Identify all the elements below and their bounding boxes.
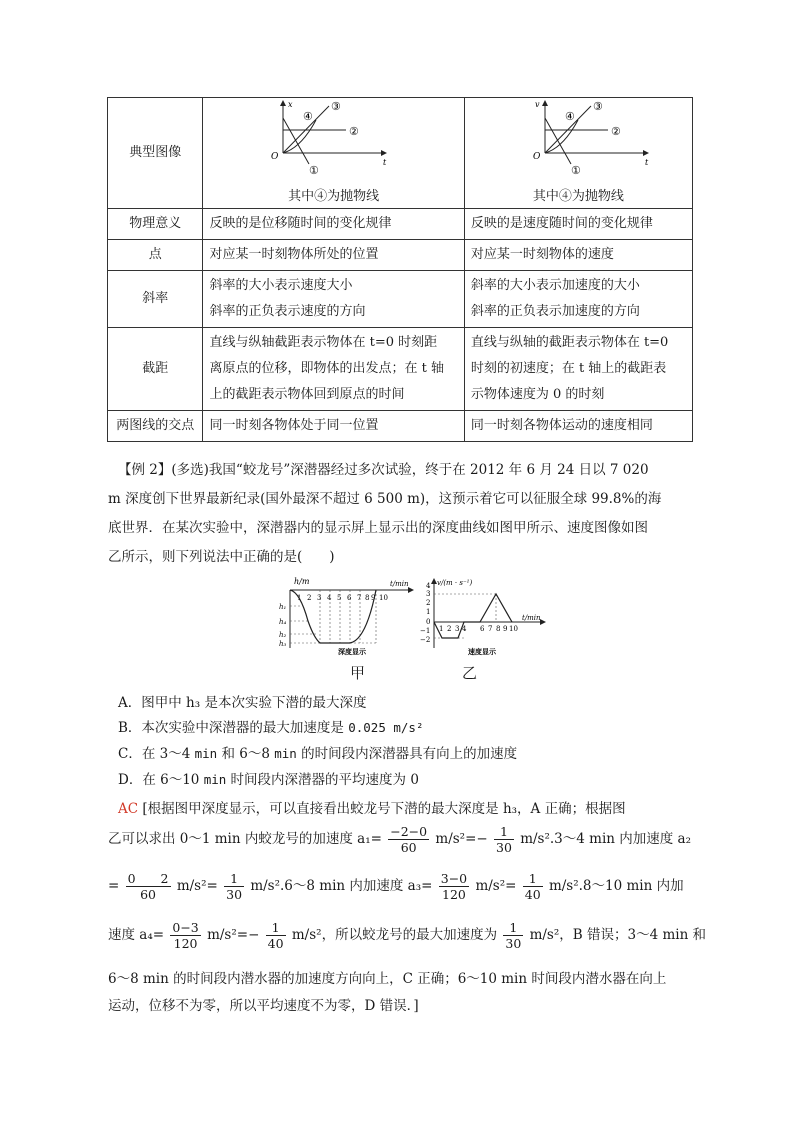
tick-1: 1 (297, 594, 302, 602)
line-1 (283, 118, 309, 164)
depth-ylabel: h/m (294, 577, 310, 586)
option-b: B．本次实验中深潜器的最大加速度是 0.025 m/s² (118, 720, 424, 736)
cell-right: 反映的是速度随时间的变化规律 (464, 209, 692, 240)
table-row (108, 411, 693, 442)
xtick-3: 3 (455, 625, 460, 633)
mark-2: ② (610, 125, 621, 138)
level-h3: h₃ (279, 640, 287, 648)
level-h4: h₄ (279, 618, 287, 626)
cell-left: 直线与纵轴截距表示物体在 t=0 时刻距 离原点的位移，即物体的出发点；在 t 轴 上的截距表示物体回到原点的时间 (203, 328, 464, 411)
tick-8: 8 (365, 594, 370, 602)
row-label: 典型图像 (108, 98, 203, 209)
tick-6: 6 (347, 594, 352, 602)
mark-3: ③ (592, 100, 603, 113)
fraction: $\frac{0-3}{120}$ (172, 920, 199, 951)
depth-xlabel: t/min (390, 580, 409, 588)
tick-5: 5 (337, 594, 342, 602)
y-axis-label: v (534, 100, 540, 109)
fraction: $\frac{1}{30}$ (505, 920, 522, 951)
cell-right: 对应某一时刻物体的速度 (464, 240, 692, 271)
tick-3: 3 (317, 594, 322, 602)
ytick-1: 1 (426, 608, 431, 616)
cell-right: 同一时刻各物体运动的速度相同 (464, 411, 692, 442)
mark-2: ② (349, 125, 360, 138)
xtick-8: 8 (496, 625, 501, 633)
fraction: $\frac{0 2}{60}$ (127, 871, 169, 902)
xtick-10: 10 (509, 625, 518, 633)
answer-line-6: 运动，位移不为零，所以平均速度不为零，D 错误．] (108, 998, 419, 1014)
xtick-2: 2 (447, 625, 452, 633)
row-label: 物理意义 (108, 209, 203, 240)
cell-left: 同一时刻各物体处于同一位置 (203, 411, 464, 442)
example-line-3: 底世界．在某次实验中，深潜器内的显示屏上显示出的深度曲线如图甲所示、速度图像如图 (108, 520, 648, 536)
table-row (108, 240, 693, 271)
table-row (108, 271, 693, 328)
tick-2: 2 (307, 594, 312, 602)
xt-graph (261, 98, 391, 178)
comparison-table (107, 97, 693, 442)
answer-line-2: 乙可以求出 0～1 min 内蛟龙号的加速度 a₁= $\frac{-2-0}{60}$ m/s²=− $\frac{1}{30}$ m/s².3～4 min 内加速度 a₂ (108, 824, 692, 855)
answer-key: AC (118, 801, 139, 817)
cell-left: 反映的是位移随时间的变化规律 (203, 209, 464, 240)
xtick-4: 4 (462, 625, 467, 633)
velocity-chart (418, 576, 550, 656)
depth-caption: 深度显示 (338, 647, 366, 656)
option-c: C．在 3～4 min 和 6～8 min 的时间段内深潜器具有向上的加速度 (118, 746, 518, 762)
option-d: D．在 6～10 min 时间段内深潜器的平均速度为 0 (118, 772, 419, 788)
answer-line-3: = $\frac{0 2}{60}$ m/s²= $\frac{1}{30}$ m/s².6～8 min 内加速度 a₃= $\frac{3-0}{120}$ m/s²= $\frac{1}{40}$ m/s².8～10 min 内加 (108, 871, 684, 902)
origin-label: O (532, 152, 541, 162)
graph-caption-left: 其中④为抛物线 (288, 189, 380, 204)
left-graph-cell (203, 98, 464, 209)
example-line-2: m 深度创下世界最新纪录(国外最深不超过 6 500 m)，这预示着它可以征服全球 99.8%的海 (108, 491, 662, 507)
mark-1: ① (570, 164, 581, 177)
ytick-2: 2 (426, 599, 431, 607)
x-axis-label: t (383, 158, 387, 167)
cell-right: 斜率的大小表示加速度的大小 斜率的正负表示加速度的方向 (464, 271, 692, 328)
origin-label: O (271, 152, 279, 162)
example-line-1: 【例 2】(多选)我国“蛟龙号”深潜器经过多次试验，终于在 2012 年 6 月 24 日以 7 020 (118, 462, 649, 478)
figure-label-yi: 乙 (462, 664, 478, 682)
xtick-9: 9 (503, 625, 508, 633)
ytick-4: 4 (426, 582, 431, 590)
fraction: $\frac{1}{30}$ (226, 871, 243, 902)
fraction: $\frac{1}{40}$ (267, 920, 284, 951)
row-label: 斜率 (108, 271, 203, 328)
graph-caption-right: 其中④为抛物线 (532, 189, 624, 204)
velocity-xlabel: t/min (522, 614, 541, 622)
fraction: $\frac{1}{40}$ (524, 871, 541, 902)
depth-curve (290, 590, 376, 643)
answer-line-4: 速度 a₄= $\frac{0-3}{120}$ m/s²=− $\frac{1}{40}$ m/s²，所以蛟龙号的最大加速度为 $\frac{1}{30}$ m/s²，B 错误；3～4 min 和 (108, 920, 707, 951)
cell-right: 直线与纵轴的截距表示物体在 t=0 时刻的初速度；在 t 轴上的截距表 示物体速度为 0 的时刻 (464, 328, 692, 411)
depth-chart (278, 576, 418, 656)
example-line-4: 乙所示，则下列说法中正确的是( ) (108, 549, 335, 565)
fraction: $\frac{1}{30}$ (496, 824, 512, 855)
x-axis-label: t (644, 158, 649, 167)
line-1 (545, 118, 571, 164)
mark-4: ④ (564, 110, 575, 123)
cell-left: 斜率的大小表示速度大小 斜率的正负表示速度的方向 (203, 271, 464, 328)
tick-4: 4 (327, 594, 332, 602)
ytick-0: 0 (426, 618, 431, 626)
answer-line-1: AC [根据图甲深度显示，可以直接看出蛟龙号下潜的最大深度是 h₃，A 正确；根据图 (118, 801, 626, 817)
mark-3: ③ (331, 100, 342, 113)
tick-9: 9 (371, 594, 376, 602)
right-graph-cell (464, 98, 692, 209)
xtick-6: 6 (480, 625, 485, 633)
row-label: 点 (108, 240, 203, 271)
mark-1: ① (309, 164, 320, 177)
vt-graph (523, 98, 653, 178)
xtick-1: 1 (439, 625, 444, 633)
velocity-caption: 速度显示 (468, 647, 496, 656)
example-tag: 【例 2】 (118, 462, 172, 478)
table-row (108, 328, 693, 411)
tick-10: 10 (379, 594, 388, 602)
level-h1: h₁ (279, 603, 287, 611)
xtick-7: 7 (488, 625, 493, 633)
table-row (108, 209, 693, 240)
answer-line-5: 6～8 min 的时间段内潜水器的加速度方向向上，C 正确；6～10 min 时间段内潜水器在向上 (108, 971, 667, 987)
tick-7: 7 (357, 594, 362, 602)
mark-4: ④ (303, 110, 314, 123)
row-label: 两图线的交点 (108, 411, 203, 442)
cell-left: 对应某一时刻物体所处的位置 (203, 240, 464, 271)
ytick-3: 3 (426, 590, 431, 598)
velocity-ylabel: v/(m · s⁻¹) (437, 579, 473, 587)
figure-label-jia: 甲 (350, 664, 366, 682)
row-label: 截距 (108, 328, 203, 411)
ytick-neg1: −1 (420, 627, 431, 635)
fraction: $\frac{-2-0}{60}$ (390, 824, 428, 855)
ytick-neg2: −2 (420, 636, 431, 644)
level-h2: h₂ (279, 631, 287, 639)
table-row-graph (108, 98, 693, 209)
option-a: A．图甲中 h₃ 是本次实验下潜的最大深度 (118, 695, 367, 711)
y-axis-label: x (288, 100, 293, 109)
fraction: $\frac{3-0}{120}$ (440, 871, 468, 902)
